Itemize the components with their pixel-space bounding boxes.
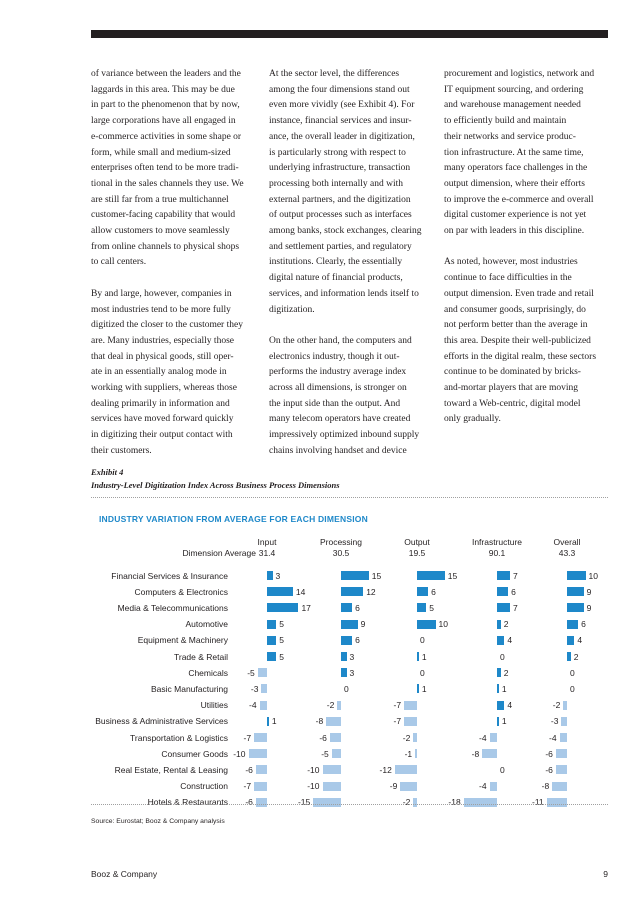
bar-output: [417, 684, 419, 693]
category-label: Transportation & Logistics: [130, 732, 228, 743]
bar-output: [404, 717, 417, 726]
bar-infrastructure: [497, 717, 499, 726]
bar-infrastructure: [497, 603, 510, 612]
value-label: 5: [279, 651, 284, 662]
bar-input: [267, 571, 273, 580]
value-label: 15: [447, 570, 458, 581]
bar-overall: [556, 749, 567, 758]
value-label: 1: [421, 683, 427, 694]
dimension-name: Overall: [553, 537, 581, 547]
value-label: 6: [355, 602, 360, 613]
dimension-average: 90.1: [488, 548, 506, 558]
text-column-3: [444, 67, 610, 428]
value-label: -10: [307, 764, 320, 775]
bar-infrastructure: [497, 587, 508, 596]
bar-infrastructure: [497, 684, 499, 693]
source-note: Source: Eurostat; Booz & Company analysis: [91, 818, 225, 825]
bar-input: [267, 620, 276, 629]
bar-output: [413, 733, 417, 742]
value-label: -7: [243, 781, 252, 792]
value-label: -2: [552, 700, 561, 711]
bar-processing: [323, 765, 342, 774]
value-label: 6: [581, 619, 586, 630]
bar-overall: [561, 717, 567, 726]
bar-infrastructure: [464, 798, 497, 807]
bar-infrastructure: [482, 749, 497, 758]
text-column-1: [91, 67, 257, 460]
value-label: -6: [545, 764, 553, 775]
value-label: 17: [301, 602, 311, 613]
value-label: -5: [321, 748, 329, 759]
paragraph: At the sector level, the differences among the four dimensions stand out even more vividly (see Exhibit 4). For instance, financial services and insur- ance, the overall leader in digitization, is particularly strong with respect to underlying infrastructure, transaction processing both internally and with external partners, and the digitization of output processes such as interfaces among banks, stock exchanges, clearing and settlement parties, and regulatory institutions. Clearly, the essentially digital nature of financial products, services, and information lends itself to digitization.: [269, 69, 422, 315]
bar-infrastructure: [490, 733, 497, 742]
value-label: -7: [393, 716, 402, 727]
bar-input: [260, 701, 267, 710]
bar-input: [267, 636, 276, 645]
value-label: -7: [393, 700, 402, 711]
value-label: -1: [404, 748, 413, 759]
bar-processing: [332, 749, 341, 758]
value-label: 1: [421, 651, 427, 662]
bar-overall: [567, 603, 584, 612]
page-number: 9: [603, 869, 608, 879]
divider: [91, 804, 608, 805]
value-label: -6: [545, 748, 553, 759]
value-label: 2: [503, 619, 509, 630]
value-label: -10: [233, 748, 246, 759]
value-label: -11: [532, 797, 544, 808]
bar-processing: [341, 571, 369, 580]
chart-title: INDUSTRY VARIATION FROM AVERAGE FOR EACH DIMENSION: [99, 514, 368, 524]
footer-company: Booz & Company: [91, 869, 158, 879]
value-label: 3: [349, 667, 355, 678]
bar-input: [258, 668, 267, 677]
dimension-average-label: Dimension Average: [182, 548, 256, 558]
value-label: 4: [577, 635, 583, 646]
bar-infrastructure: [497, 620, 501, 629]
value-label: -4: [479, 732, 487, 743]
dimension-average: 43.3: [558, 548, 576, 558]
category-label: Utilities: [200, 700, 228, 711]
category-label: Construction: [180, 781, 228, 792]
value-label: -5: [247, 667, 255, 678]
bar-output: [417, 571, 445, 580]
dimension-average: 19.5: [408, 548, 426, 558]
value-label: 3: [349, 651, 355, 662]
dimension-header-output: [372, 537, 462, 559]
value-label: 7: [512, 602, 518, 613]
value-label: 0: [570, 683, 575, 694]
value-label: -9: [389, 781, 398, 792]
value-label: 2: [503, 667, 509, 678]
bar-infrastructure: [497, 571, 510, 580]
paragraph: On the other hand, the computers and electronics industry, though it out- performs the industry average index across all dimensions, is stronger on the input side than the output. And many telecom operators have created impressively optimized inbound supply chains involving handset and device: [269, 335, 420, 456]
category-label: Hotels & Restaurants: [147, 797, 228, 808]
bar-input: [261, 684, 267, 693]
category-label: Chemicals: [188, 667, 228, 678]
bar-overall: [567, 587, 584, 596]
category-label: Automotive: [185, 619, 228, 630]
bar-overall: [567, 636, 574, 645]
value-label: 0: [344, 683, 349, 694]
text-column-2: [269, 67, 435, 460]
value-label: 6: [431, 586, 436, 597]
value-label: 4: [507, 700, 513, 711]
bar-processing: [337, 701, 341, 710]
value-label: 5: [429, 602, 434, 613]
bar-overall: [567, 571, 586, 580]
bar-input: [267, 652, 276, 661]
value-label: 1: [501, 683, 507, 694]
paragraph: As noted, however, most industries continue to face difficulties in the output dimension. Even trade and retail and consumer goods, surprisingly, do not perform better than the average in this area. Despite their well-publicized efforts in the digital realm, these sectors continue to be dominated by bricks- and-mortar players that are moving toward a Web-centric, digital model only gradually.: [444, 257, 597, 425]
bar-overall: [547, 798, 567, 807]
value-label: -6: [319, 732, 327, 743]
category-label: Financial Services & Insurance: [111, 570, 228, 581]
value-label: 0: [500, 651, 505, 662]
paragraph: of variance between the leaders and the laggards in this area. This may be due in part to the phenomenon that by now, large corporations have all engaged in e-commerce activities in some shape or form, while small and medium-sized enterprises often tend to be more tradi- tional in the sales channels they use. We are still far from a true multichannel customer-facing capability that would allow customers to move seamlessly from online channels to physical shops to call centers.: [91, 69, 244, 268]
value-label: 3: [275, 570, 281, 581]
value-label: 12: [366, 586, 376, 597]
bar-processing: [330, 733, 341, 742]
value-label: 9: [360, 619, 366, 630]
bar-infrastructure: [497, 636, 504, 645]
bar-overall: [567, 620, 578, 629]
value-label: -6: [245, 764, 253, 775]
bar-input: [267, 603, 298, 612]
bar-output: [417, 652, 419, 661]
bar-overall: [560, 733, 567, 742]
dimension-name: Processing: [319, 537, 363, 547]
value-label: -15: [297, 797, 311, 808]
top-rule: [91, 30, 608, 38]
value-label: -8: [471, 748, 480, 759]
value-label: 6: [355, 635, 360, 646]
value-label: 1: [501, 716, 507, 727]
bar-overall: [563, 701, 567, 710]
category-label: Trade & Retail: [173, 651, 228, 662]
value-label: -7: [243, 732, 252, 743]
bar-input: [256, 765, 267, 774]
bar-output: [395, 765, 417, 774]
value-label: -4: [249, 700, 257, 711]
value-label: -4: [479, 781, 487, 792]
bar-output: [417, 603, 426, 612]
value-label: 0: [420, 635, 425, 646]
value-label: 15: [371, 570, 382, 581]
value-label: -2: [326, 700, 335, 711]
bar-input: [267, 717, 269, 726]
bar-processing: [341, 603, 352, 612]
bar-processing: [341, 668, 347, 677]
value-label: -10: [307, 781, 320, 792]
dimension-header-overall: [522, 537, 612, 559]
value-label: -18: [448, 797, 461, 808]
value-label: -3: [250, 683, 259, 694]
value-label: 7: [512, 570, 518, 581]
value-label: 4: [507, 635, 513, 646]
value-label: 10: [588, 570, 598, 581]
dimension-average: 31.4: [258, 548, 276, 558]
category-label: Real Estate, Rental & Leasing: [114, 764, 228, 775]
value-label: 9: [586, 586, 592, 597]
category-label: Equipment & Machinery: [137, 635, 228, 646]
category-label: Basic Manufacturing: [150, 683, 228, 694]
value-label: 5: [279, 635, 284, 646]
bar-input: [249, 749, 268, 758]
category-label: Media & Telecommunications: [117, 602, 228, 613]
bar-input: [256, 798, 267, 807]
paragraph: procurement and logistics, network and IT equipment sourcing, and ordering and warehouse management needed to efficiently build and maintain their networks and service produc- tion infrastructure. At the same time, many operators face challenges in the output dimension, where their efforts to improve the e-commerce and overall digital customer experience is not yet on par with leaders in this discipline.: [444, 69, 595, 237]
dimension-average: 30.5: [332, 548, 350, 558]
bar-output: [404, 701, 417, 710]
bar-input: [254, 733, 267, 742]
value-label: -8: [541, 781, 550, 792]
value-label: -8: [315, 716, 324, 727]
value-label: 10: [438, 619, 448, 630]
exhibit-title: Industry-Level Digitization Index Across Business Process Dimensions: [91, 480, 340, 490]
bar-input: [267, 587, 293, 596]
value-label: 0: [570, 667, 575, 678]
category-label: Business & Administrative Services: [95, 716, 228, 727]
value-label: 6: [511, 586, 516, 597]
bar-infrastructure: [497, 701, 504, 710]
value-label: 1: [271, 716, 277, 727]
bar-processing: [341, 620, 358, 629]
value-label: -6: [245, 797, 253, 808]
dimension-name: Output: [404, 537, 430, 547]
value-label: -2: [402, 732, 411, 743]
value-label: 0: [420, 667, 425, 678]
category-label: Consumer Goods: [161, 748, 228, 759]
bar-infrastructure: [497, 668, 501, 677]
exhibit-label: Exhibit 4: [91, 467, 124, 477]
bar-overall: [556, 765, 567, 774]
value-label: -4: [549, 732, 557, 743]
value-label: 2: [573, 651, 579, 662]
bar-output: [400, 782, 417, 791]
bar-overall: [552, 782, 567, 791]
divider: [91, 497, 608, 498]
bar-infrastructure: [490, 782, 497, 791]
bar-input: [254, 782, 267, 791]
value-label: 14: [295, 586, 306, 597]
bar-processing: [341, 652, 347, 661]
bar-output: [417, 587, 428, 596]
bar-processing: [341, 587, 363, 596]
bar-processing: [341, 636, 352, 645]
bar-overall: [567, 652, 571, 661]
paragraph: By and large, however, companies in most industries tend to be more fully digitized the closer to the customer they are. Many industries, especially those that deal in physical goods, still oper- ate in an essentially analog mode in working with suppliers, whereas those dealing primarily in information and services have moved forward quickly in digitizing their output contact with their customers.: [91, 288, 243, 456]
dimension-name: Input: [257, 537, 277, 547]
value-label: 9: [586, 602, 592, 613]
value-label: 5: [279, 619, 284, 630]
bar-output: [415, 749, 417, 758]
category-label: Computers & Electronics: [134, 586, 228, 597]
value-label: 0: [500, 764, 505, 775]
bar-output: [417, 620, 436, 629]
value-label: -12: [379, 764, 392, 775]
bar-processing: [326, 717, 341, 726]
dimension-name: Infrastructure: [471, 537, 523, 547]
bar-output: [413, 798, 417, 807]
value-label: -3: [550, 716, 559, 727]
bar-processing: [323, 782, 342, 791]
value-label: -2: [402, 797, 411, 808]
bar-processing: [313, 798, 341, 807]
